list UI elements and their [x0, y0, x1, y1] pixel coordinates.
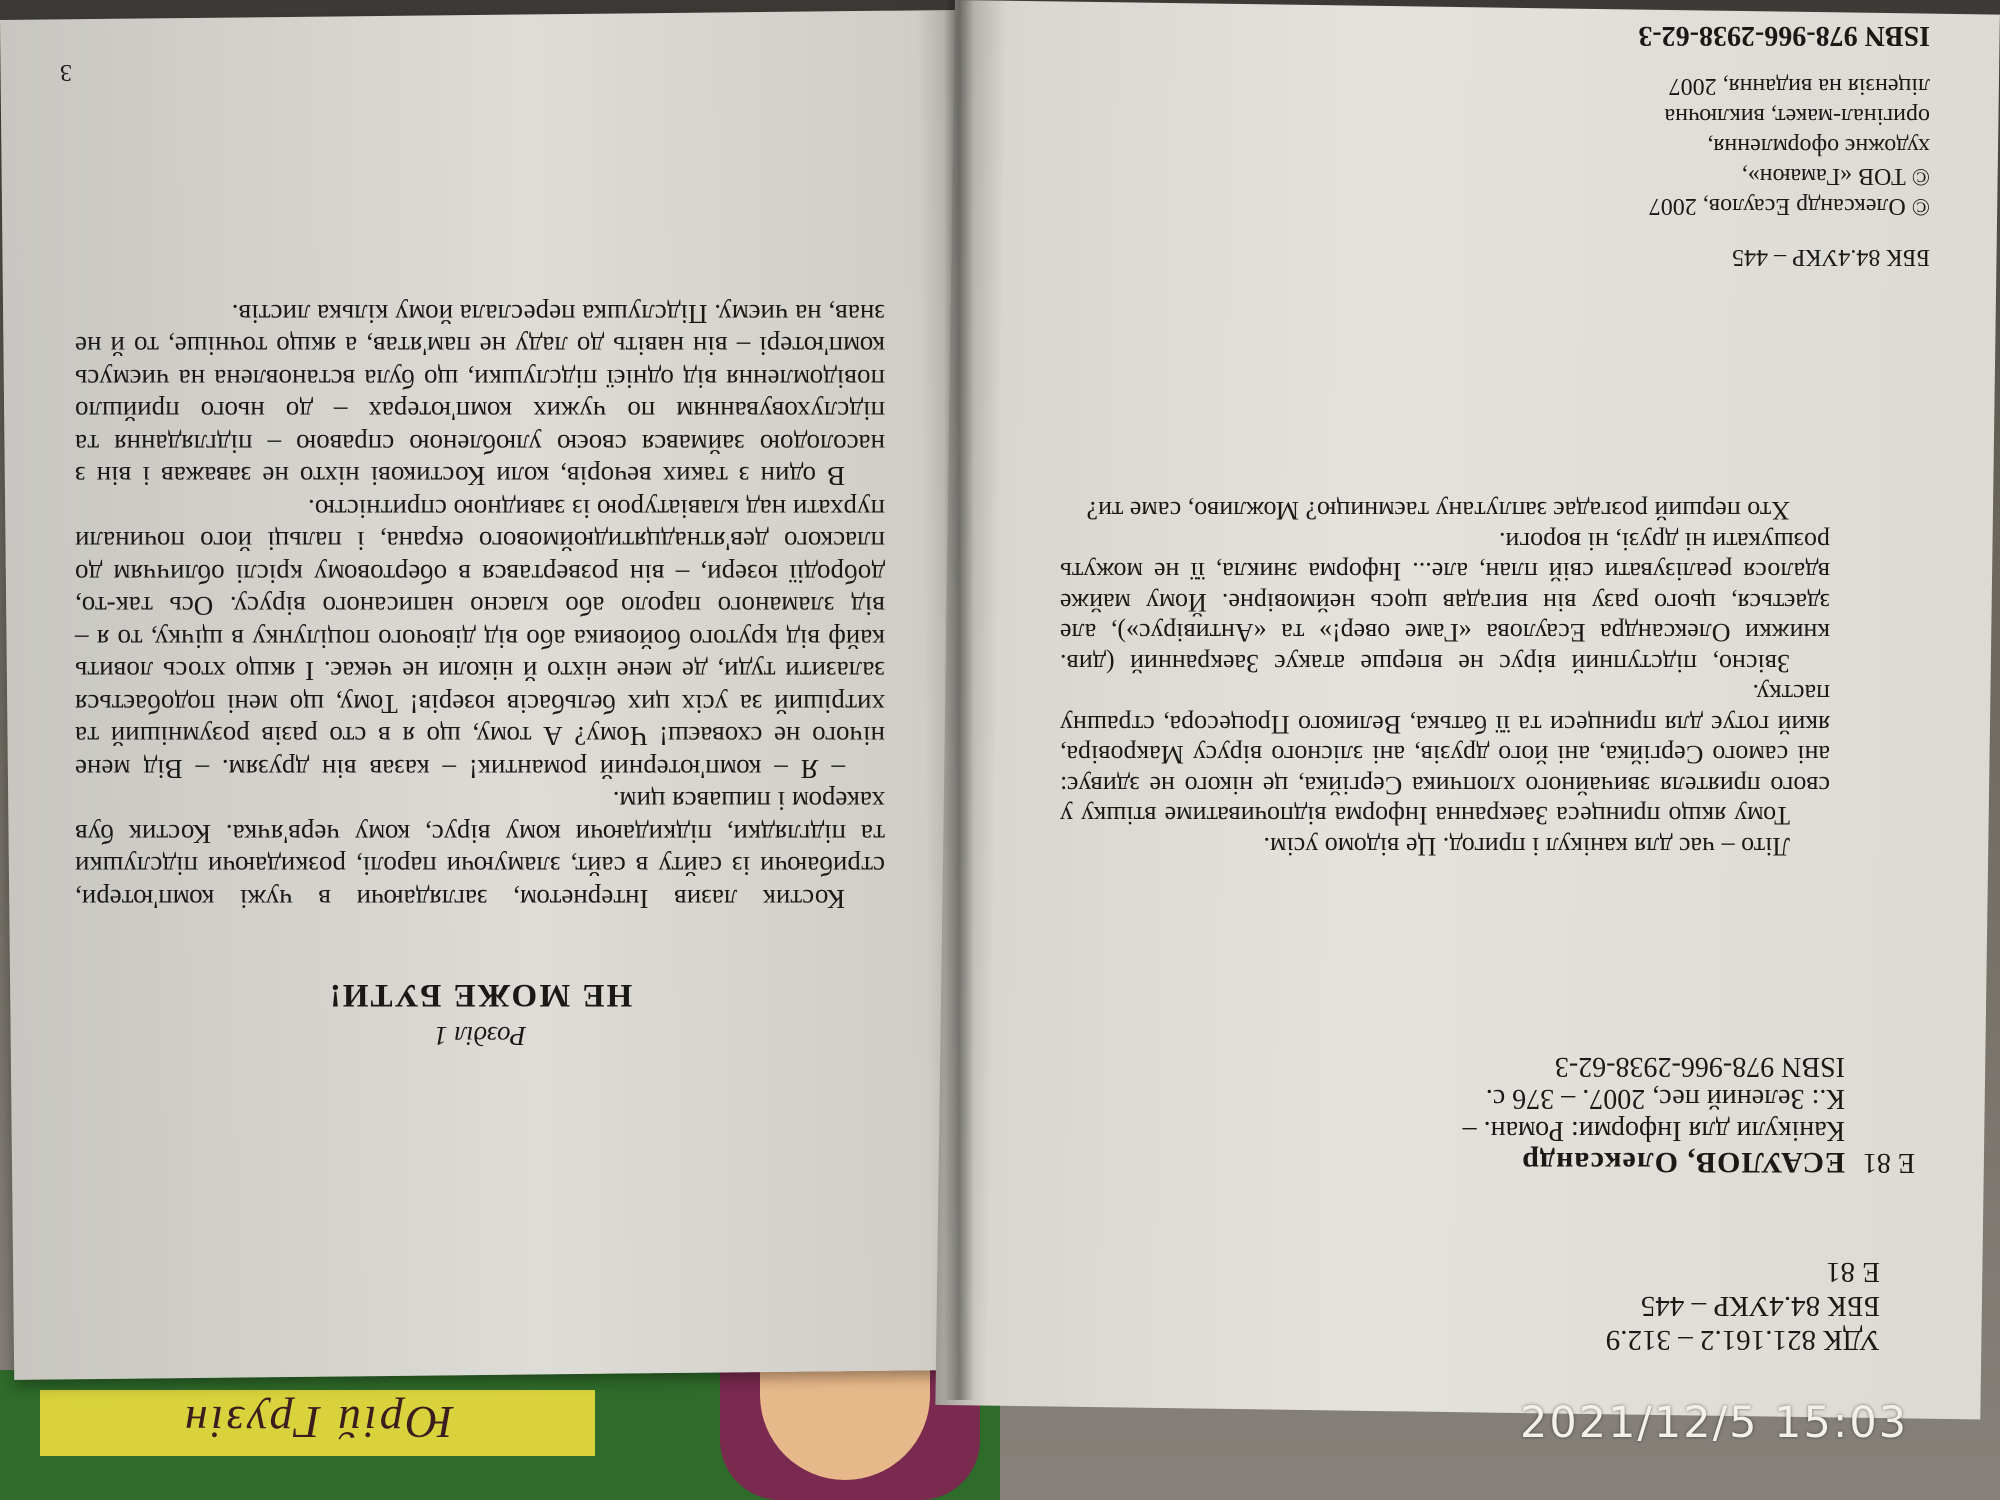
paragraph: – Я – комп'ютерний романтик! – казав він друзям. – Від мене нічого не сховаєш! Чому? А тому, що я в сто разів розумніший та хитріший за усіх цих бельбасів юзерів! Тому, що мені подобається залазити туди, де мене ніхто й ніколи не чекає. І якщо хтось ловить кайф від крутого бойовика або від дівочого поцілунку в щічку, то я – від зламаного пароло або класно написаного вірусу. Ось так-то, добродії юзери, – він розвертався в обертовому кріслі обличчям до плаского дев'ятнадцятидюймового екрана, і пальці його починали пурхати над клавіатурою із завидною спритністю.	[75, 494, 885, 784]
udk-code: УДК 821.161.2 – 312.9	[1605, 1324, 1880, 1356]
book-gutter	[944, 0, 974, 1400]
catalog-author: ЕСАУЛОВ, Олександр	[1521, 1146, 1845, 1179]
page-number: 3	[60, 59, 72, 85]
left-page-text	[75, 110, 885, 1110]
paragraph: Костик лазив Інтернетом, заглядаючи в чужі комп'ютери, стрибаючи із сайту в сайт, зламуючи паролі, розкидаючи підслушки та підглядки, підкидаючи кому вірус, кому черв'ячка. Костик був хакером і пишався цим.	[75, 786, 885, 914]
annotation-paragraph: Літо – час для канікул і пригод. Це відомо усім.	[1263, 832, 1790, 861]
imprint-block	[1060, 20, 1930, 336]
photo-timestamp: 2021/12/5 15:03	[1520, 1398, 1909, 1448]
copyright-line: художнє оформлення,	[1707, 133, 1930, 159]
isbn-top: ISBN 978-966-2938-62-3	[1638, 20, 1930, 51]
catalog-title-line: Канікули для Інформи: Роман. –	[1462, 1115, 1845, 1146]
catalog-author-row	[1065, 1146, 1915, 1178]
catalog-publisher-line: К.: Зелений пес, 2007. – 376 с.	[1485, 1083, 1845, 1114]
copyright-line: ліцензія на видання, 2007	[1668, 73, 1930, 99]
cover-author-name: Юрій Грузін	[181, 1397, 454, 1449]
catalog-code: Е 81	[1862, 1147, 1915, 1178]
annotation-paragraph: Тому якщо принцеса Заекранна Інформа відпочиватиме втішку у свого приятеля звичайного хлопчика Сергійка, це нікого не здивує: ані самого Сергійка, ані його друзів, ані злісного вірусу Макровіра, який готує для принцеси та її батька, Великого Процесора, страшну пастку.	[1060, 679, 1830, 831]
chapter-title: НЕ МОЖЕ БУТИ!	[327, 977, 633, 1014]
catalog-record	[1065, 1050, 1915, 1178]
paragraph: В один з таких вечорів, коли Костикові ніхто не заважав і він з насолодою займався своєю улюбленою справою – підглядання та підслуховуванням по чужих комп'ютерах – до нього прийшло повідомлення від однієї підслушки, що була встановлена на чиємусь комп'ютері – він навіть до ладу не пам'ятав, а якщо точніше, то й не знав, на чиєму. Підслушка переслала йому кілька листів.	[75, 299, 885, 492]
bbk-code: ББК 84.4УКР – 445	[1732, 244, 1930, 270]
bbk-code-bottom: ББК 84.4УКР – 445	[1640, 1290, 1880, 1322]
udk-block	[1450, 1255, 1880, 1357]
copyright-line: оригінал-макет, виключна	[1664, 103, 1930, 129]
annotation-paragraph: Звісно, підступний вірус не вперше атакує Заекранний (див. книжки Олександра Есаулова «Гаме овер!» та «Антивірус»), але здається, цього разу він вигадав щось неймовірне. Йому майже вдалося реалізувати свій план, але... Інформа зникла, її не можуть розшукати ні друзі, ні вороги.	[1060, 527, 1830, 678]
copyright-block	[1060, 71, 1930, 221]
chapter-label: Розділ 1	[433, 1021, 527, 1051]
author-sign: Е 81	[1826, 1256, 1880, 1288]
copyright-line: © ТОВ «Гамаюн»,	[1741, 163, 1930, 189]
annotation-paragraph: Хто перший розгадає заплутану таємницю? Можливо, саме ти?	[1086, 496, 1790, 526]
book-annotation	[1060, 495, 1830, 861]
catalog-isbn: ISBN 978-966-2938-62-3	[1554, 1051, 1845, 1082]
copyright-line: © Олександр Есаулов, 2007	[1648, 193, 1930, 219]
